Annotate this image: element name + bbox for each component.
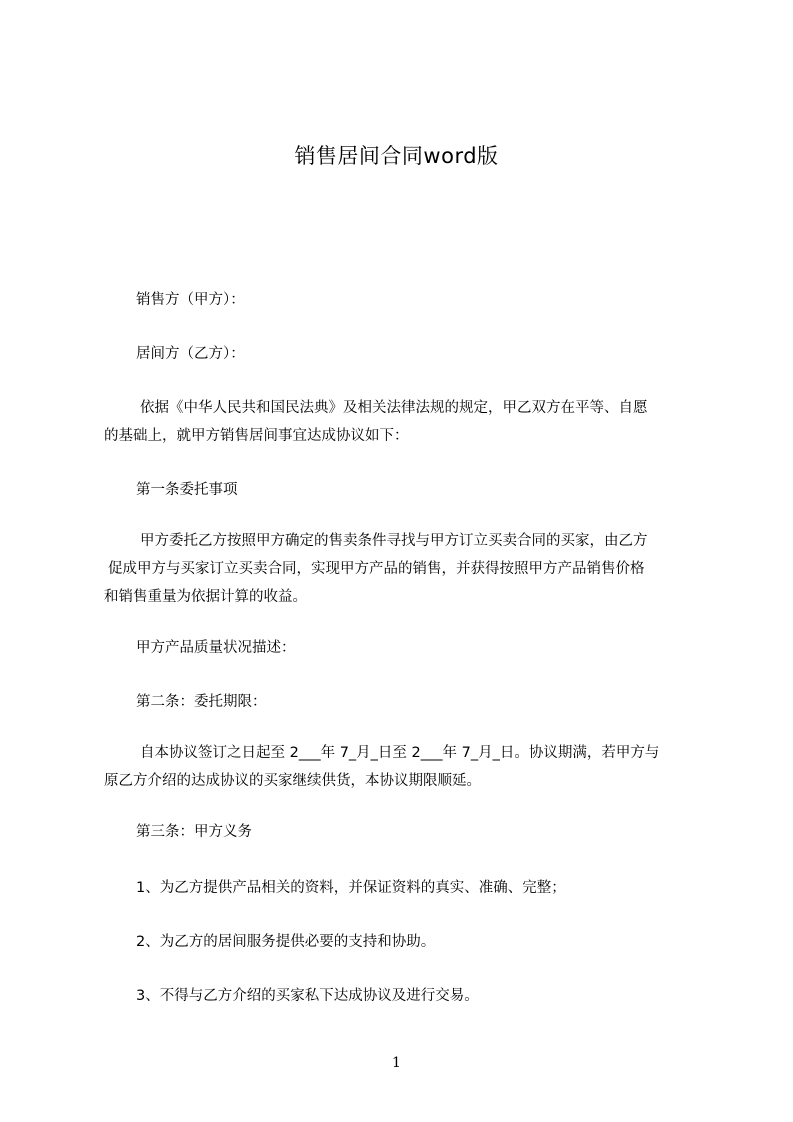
article-3-heading: 第三条：甲方义务 (136, 824, 252, 840)
article-2-heading: 第二条：委托期限： (136, 694, 267, 710)
broker-party-line: 居间方（乙方）： (136, 346, 245, 362)
intro-paragraph-line-2: 的基础上，就甲方销售居间事宜达成协议如下： (104, 428, 409, 444)
article-1-line-2: 促成甲方与买家订立买卖合同，实现甲方产品的销售，并获得按照甲方产品销售价格 (108, 561, 645, 577)
article-2-line-1: 自本协议签订之日起至 2___年 7_月_日至 2___年 7_月_日。协议期满，若甲方与 (140, 745, 660, 761)
document-title: 销售居间合同word版 (294, 144, 499, 168)
party-a-duty-1: 1、为乙方提供产品相关的资料，并保证资料的真实、准确、完整； (136, 880, 566, 896)
article-1-heading: 第一条委托事项 (136, 482, 238, 498)
article-1-line-1: 甲方委托乙方按照甲方确定的售卖条件寻找与甲方订立买卖合同的买家，由乙方 (140, 533, 648, 549)
article-2-line-2: 原乙方介绍的达成协议的买家继续供货，本协议期限顺延。 (104, 773, 481, 789)
seller-party-line: 销售方（甲方）： (136, 292, 245, 308)
party-a-duty-3: 3、不得与乙方介绍的买家私下达成协议及进行交易。 (136, 988, 479, 1004)
party-a-duty-2: 2、为乙方的居间服务提供必要的支持和协助。 (136, 934, 436, 950)
article-1-line-3: 和销售重量为依据计算的收益。 (104, 589, 307, 605)
intro-paragraph-line-1: 依据《中华人民共和国民法典》及相关法律法规的规定，甲乙双方在平等、自愿 (140, 400, 648, 416)
product-quality-description: 甲方产品质量状况描述： (136, 640, 296, 656)
page-number: 1 (392, 1055, 401, 1071)
